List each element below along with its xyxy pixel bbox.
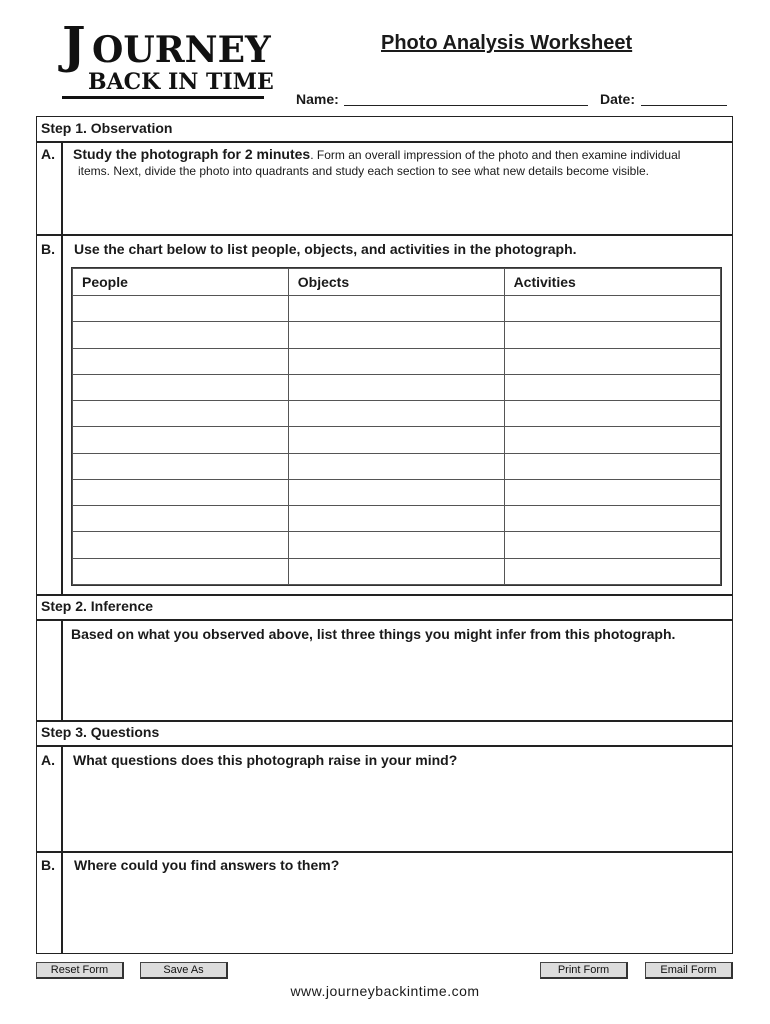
objects-cell[interactable]: [288, 374, 504, 400]
objects-cell[interactable]: [288, 427, 504, 453]
step1-a-text: . Form an overall impression of the photo and then examine individual: [310, 148, 681, 162]
column-header-objects: Objects: [288, 269, 504, 296]
footer-url[interactable]: www.journeybackintime.com: [290, 983, 480, 999]
objects-cell[interactable]: [288, 401, 504, 427]
objects-cell[interactable]: [288, 296, 504, 322]
step3-b-letter: B.: [41, 857, 55, 873]
chart-row: [73, 558, 721, 584]
divider: [36, 851, 733, 853]
step1-b-letter: B.: [41, 241, 55, 257]
people-cell[interactable]: [73, 453, 289, 479]
activities-cell[interactable]: [504, 506, 720, 532]
chart-row: [73, 374, 721, 400]
people-cell[interactable]: [73, 374, 289, 400]
step1-a-text-continued: items. Next, divide the photo into quadrants and study each section to see what new details become visible.: [78, 164, 649, 178]
step3-heading: Step 3. Questions: [41, 724, 160, 740]
people-cell[interactable]: [73, 479, 289, 505]
people-cell[interactable]: [73, 558, 289, 584]
logo-word-journey: OURNEY: [92, 29, 271, 71]
people-cell[interactable]: [73, 348, 289, 374]
objects-cell[interactable]: [288, 479, 504, 505]
divider: [36, 141, 733, 143]
chart-row: [73, 296, 721, 322]
objects-cell[interactable]: [288, 506, 504, 532]
name-label: Name:: [296, 91, 339, 107]
name-field[interactable]: [344, 105, 588, 106]
objects-cell[interactable]: [288, 348, 504, 374]
divider: [36, 745, 733, 747]
activities-cell[interactable]: [504, 453, 720, 479]
date-field[interactable]: [641, 105, 727, 106]
step1-a-instructions: [73, 146, 680, 164]
chart-row: [73, 401, 721, 427]
page-title: Photo Analysis Worksheet: [381, 32, 633, 54]
chart-row: [73, 348, 721, 374]
activities-cell[interactable]: [504, 427, 720, 453]
people-cell[interactable]: [73, 401, 289, 427]
step3-a-letter: A.: [41, 752, 55, 768]
chart-row: [73, 479, 721, 505]
activities-cell[interactable]: [504, 558, 720, 584]
people-cell[interactable]: [73, 532, 289, 558]
divider: [36, 619, 733, 621]
step3-a-question: What questions does this photograph raise in your mind?: [73, 752, 458, 768]
step3-a-answer-area[interactable]: [63, 772, 731, 849]
step2-answer-area[interactable]: [63, 646, 731, 718]
reset-form-button[interactable]: Reset Form: [36, 962, 124, 979]
activities-cell[interactable]: [504, 401, 720, 427]
objects-cell[interactable]: [288, 558, 504, 584]
people-cell[interactable]: [73, 506, 289, 532]
step1-heading: Step 1. Observation: [41, 120, 173, 136]
chart-row: [73, 322, 721, 348]
save-as-button[interactable]: Save As: [140, 962, 228, 979]
objects-cell[interactable]: [288, 532, 504, 558]
chart-row: [73, 453, 721, 479]
people-cell[interactable]: [73, 296, 289, 322]
step3-b-question: Where could you find answers to them?: [74, 857, 340, 873]
step2-question: Based on what you observed above, list three things you might infer from this photograph.: [71, 626, 676, 642]
step2-heading: Step 2. Inference: [41, 598, 154, 614]
column-header-people: People: [73, 269, 289, 296]
step3-b-answer-area[interactable]: [63, 877, 731, 952]
email-form-button[interactable]: Email Form: [645, 962, 733, 979]
objects-cell[interactable]: [288, 453, 504, 479]
step1-a-answer-area[interactable]: [63, 182, 731, 232]
chart-row: [73, 506, 721, 532]
print-form-button[interactable]: Print Form: [540, 962, 628, 979]
step1-a-bold: Study the photograph for 2 minutes: [73, 146, 311, 162]
people-cell[interactable]: [73, 322, 289, 348]
divider: [36, 594, 733, 596]
column-header-activities: Activities: [504, 269, 720, 296]
chart-row: [73, 532, 721, 558]
chart-row: [73, 427, 721, 453]
date-label: Date:: [600, 91, 636, 107]
activities-cell[interactable]: [504, 296, 720, 322]
step1-b-instructions: Use the chart below to list people, objects, and activities in the photograph.: [74, 241, 577, 257]
logo-underline: [62, 96, 264, 99]
activities-cell[interactable]: [504, 374, 720, 400]
step1-a-letter: A.: [41, 146, 55, 162]
logo-letter-j: J: [62, 15, 86, 74]
observation-chart: [71, 267, 722, 586]
activities-cell[interactable]: [504, 532, 720, 558]
activities-cell[interactable]: [504, 479, 720, 505]
divider: [36, 234, 733, 236]
activities-cell[interactable]: [504, 322, 720, 348]
objects-cell[interactable]: [288, 322, 504, 348]
divider: [36, 720, 733, 722]
people-cell[interactable]: [73, 427, 289, 453]
logo-subtitle: BACK IN TIME: [88, 69, 274, 95]
activities-cell[interactable]: [504, 348, 720, 374]
